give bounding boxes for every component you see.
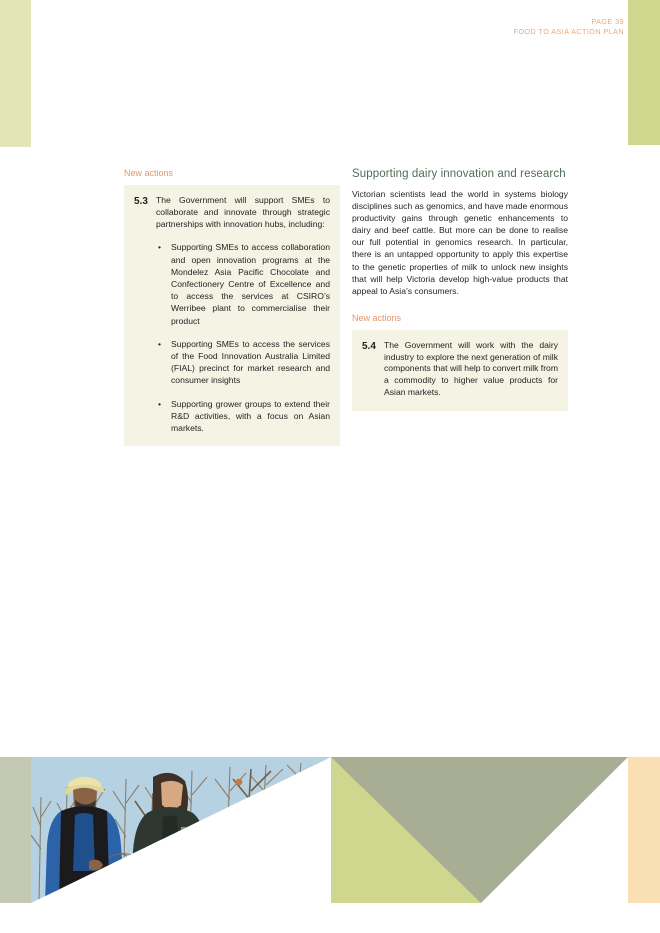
action-number: 5.4	[362, 340, 376, 352]
action-callout-5-4	[352, 330, 568, 411]
left-column	[124, 168, 340, 446]
bullet-text: Supporting SMEs to access the services of the Food Innovation Australia Limited (FIAL) precinct for market research and consumer insights	[171, 338, 330, 386]
action-callout-5-3	[124, 185, 340, 446]
action-number: 5.3	[134, 195, 148, 207]
action-bullet-list	[132, 241, 330, 434]
bullet-icon: •	[158, 398, 162, 409]
bottom-artwork	[0, 757, 660, 903]
action-text: The Government will work with the dairy industry to explore the next generation of milk components that will help to convert milk from a commodity to higher value products for Asian markets.	[384, 339, 558, 398]
artwork-sage-left-band	[0, 757, 31, 903]
bullet-text: Supporting SMEs to access collaboration and open innovation programs at the Mondelez Asia Pacific Chocolate and Confectionery Centre of Excellence and to access the services at CSIRO’s Werribee plant to commercialise their product	[171, 242, 330, 326]
left-new-actions-label: New actions	[124, 168, 174, 178]
bullet-icon: •	[158, 338, 162, 349]
artwork-peach-right-band	[628, 757, 660, 903]
orchard-photo	[31, 757, 331, 903]
right-new-actions-label: New actions	[352, 312, 402, 323]
right-new-actions-group	[352, 313, 568, 411]
photo-illustration	[31, 757, 331, 903]
page-number: PAGE 39	[591, 17, 624, 26]
action-row	[360, 340, 558, 399]
list-item	[132, 398, 330, 435]
body-paragraph: Victorian scientists lead the world in systems biology disciplines such as genomics, and have made enormous productivity gains through genetic enhancements to dairy and beef cattle. But more can be done to realise our full potential in genomics research. In particular, there is an untapped opportunity to apply this expertise to the genetic properties of milk to unlock new insights that will help Victoria develop high-value products that appeal to Asia’s consumers.	[352, 188, 568, 296]
bullet-icon: •	[158, 242, 162, 253]
action-row	[132, 195, 330, 231]
right-column	[352, 168, 568, 411]
section-heading: Supporting dairy innovation and research	[352, 168, 566, 180]
list-item	[132, 241, 330, 326]
document-title: FOOD TO ASIA ACTION PLAN	[513, 27, 624, 37]
list-item	[132, 338, 330, 387]
bullet-text: Supporting grower groups to extend their R&D activities, with a focus on Asian markets.	[171, 398, 330, 434]
action-text: The Government will support SMEs to collaborate and innovate through strategic partnerships with innovation hubs, including:	[156, 194, 330, 229]
